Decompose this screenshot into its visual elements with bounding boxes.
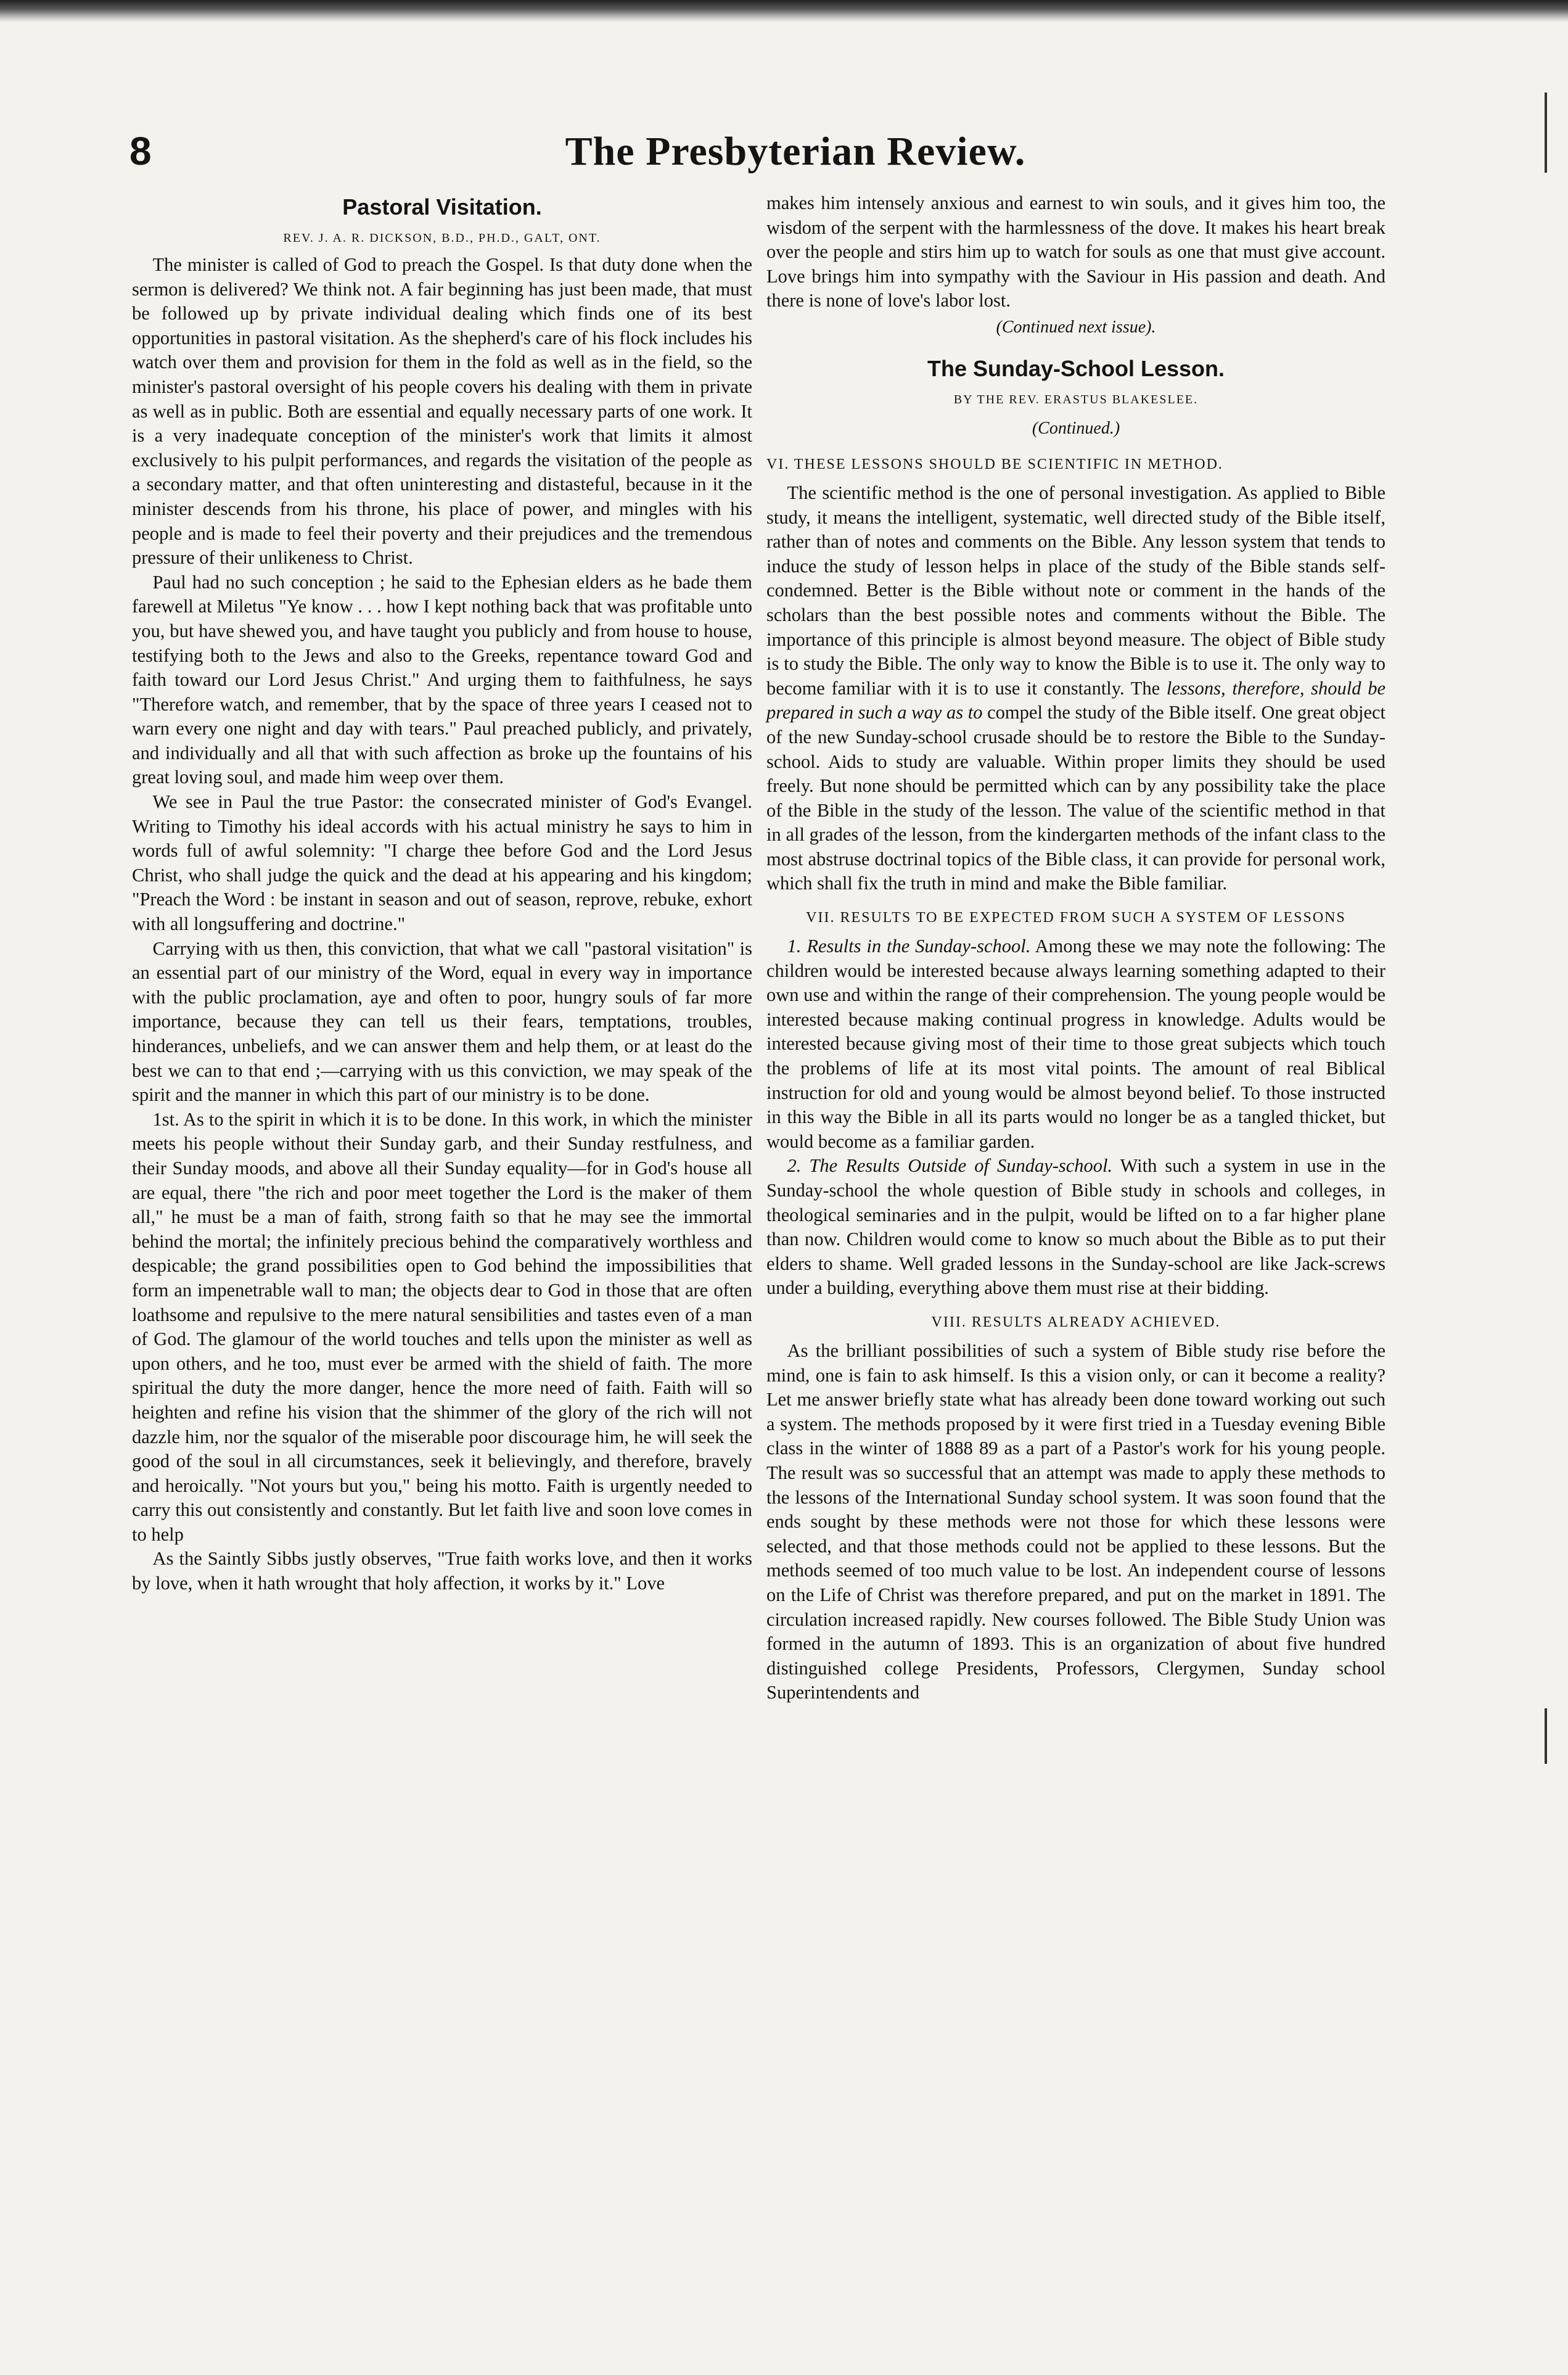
article-byline: BY THE REV. ERASTUS BLAKESLEE.	[953, 392, 1199, 406]
subsection-label: 2. The Results Outside of Sunday-school.	[787, 1155, 1113, 1177]
article-continuation: makes him intensely anxious and earnest to win souls, and it gives him too, the wisdom of the serpent with the harmlessness of the dove. It makes his heart break over the people and stirs him up to watch for souls as one that must give account. Love brings him into sympathy with the Saviour in His passion and death. And there is none of love's labor lost.	[766, 192, 1385, 311]
subsection-label: 1. Results in the Sunday-school.	[787, 936, 1031, 957]
right-column	[766, 191, 1385, 1705]
article-byline: REV. J. A. R. DICKSON, B.D., PH.D., GALT, ONT.	[283, 231, 601, 245]
article-paragraph: As the Saintly Sibbs justly observes, "True faith works love, and then it works by love, when it hath wrought that holy affection, it works by it." Love	[132, 1548, 752, 1594]
section-text: compel the study of the Bible itself. One great object of the new Sunday-school crusade should be to restore the Bible to the Sunday-school. Aids to study are valuable. Within proper limits they should be used freely. But none should be permitted which can by any possibility take the place of the Bible in the study of the lesson. The value of the scientific method in that in all grades of the lesson, from the kindergarten methods of the infant class to the most abstruse doctrinal topics of the Bible class, it can provide for personal work, which shall fix the truth in mind and make the Bible familiar.	[766, 702, 1386, 894]
section-paragraph	[766, 1154, 1385, 1301]
continued-note: (Continued.)	[1032, 418, 1120, 438]
scan-edge-mark	[1545, 1708, 1547, 1764]
article-paragraph: The minister is called of God to preach the Gospel. Is that duty done when the sermon is delivered? We think not. A fair beginning has just been made, that must be followed up by private individual dealing which finds one of its best opportunities in pastoral visitation. As the shepherd's care of his flock includes his watch over them and provision for them in the fold as well as in the field, so the minister's pastoral oversight of his people covers his dealing with them in private as well as in public. Both are essential and equally necessary parts of one work. It is a very inadequate conception of the minister's work that limits it almost exclusively to his pulpit performances, and regards the visitation of the people as a secondary matter, and that often uninteresting and distasteful, because in it the minister descends from his throne, his place of power, and mingles with his people and is made to feel their poverty and their prejudices and the tremendous pressure of their unlikeness to Christ.	[132, 254, 752, 569]
article-paragraph: 1st. As to the spirit in which it is to be done. In this work, in which the minister meets his people without their Sunday garb, and their Sunday restfulness, and their Sunday moods, and above all their Sunday equality—for in God's house all are equal, there "the rich and poor meet together the Lord is the maker of them all," he must be a man of faith, strong faith so that he may see the immortal behind the mortal; the infinitely precious behind the comparatively worthless and despicable; the grand possibilities open to God behind the impossibilities that form an impenetrable wall to man; the objects dear to God in those that are often loathsome and repulsive to the mere natural sensibilities and tastes even of a man of God. The glamour of the world touches and tells upon the minister as well as upon others, and he too, must ever be armed with the shield of faith. The more spiritual the duty the more danger, hence the more need of faith. Faith will so heighten and refine his vision that the shimmer of the glory of the rich will not dazzle him, nor the squalor of the miserable poor discourage him, he will seek the good of the soul in all circumstances, seek it believingly, and therefore, bravely and heroically. "Not yours but you," being his motto. Faith is urgently needed to carry this out consistently and constantly. But let faith live and soon love comes in to help	[132, 1108, 752, 1545]
section-paragraph	[766, 481, 1385, 896]
section-heading: VIII. RESULTS ALREADY ACHIEVED.	[931, 1314, 1221, 1330]
article-title-pastoral-visitation: Pastoral Visitation.	[342, 194, 542, 220]
article-paragraph: Paul had no such conception ; he said to the Ephesian elders as he bade them farewell at Miletus "Ye know . . . how I kept nothing back that was profitable unto you, but have shewed you, and have taught you publicly and from house to house, testifying both to the Jews and also to the Greeks, repentance toward God and faith toward our Lord Jesus Christ." And urging them to faithfulness, he says "Therefore watch, and remember, that by the space of three years I ceased not to warn every one night and day with tears." Paul preached publicly, and privately, and individually and all that with such affection as broke up the fountains of his great loving soul, and made him weep over them.	[132, 571, 752, 788]
section-paragraph	[766, 934, 1385, 1154]
section-text: Among these we may note the following: The children would be interested because always learning something adapted to their own use and within the range of their comprehension. The young people would be interested because making continual progress in knowledge. Adults would be interested because giving most of their time to those great subjects which touch the problems of life at its most vital points. The amount of real Biblical instruction for old and young would be almost beyond belief. To those instructed in this way the Bible in all its parts would no longer be as a tangled thicket, but would become as a familiar garden.	[766, 936, 1386, 1152]
section-emphasis: lessons, therefore, should be prepared in such a way as to	[766, 677, 1385, 723]
section-heading: VII. RESULTS TO BE EXPECTED FROM SUCH A SYSTEM OF LESSONS	[806, 910, 1346, 926]
page-number: 8	[129, 129, 152, 173]
section-text: The scientific method is the one of personal investigation. As applied to Bible study, it means the intelligent, systematic, well directed study of the Bible itself, rather than of notes and comments on the Bible. Any lesson system that tends to induce the study of lesson helps in place of the study of the Bible stands self-condemned. Better is the Bible without note or comment in the hands of the scholars than the best possible notes and comments without the Bible. The importance of this principle is almost beyond measure. The object of Bible study is to study the Bible. The only way to know the Bible is to use it. The only way to become familiar with it is to use it constantly. The	[766, 482, 1385, 699]
left-column	[132, 191, 752, 1596]
article-title-sunday-school-lesson: The Sunday-School Lesson.	[927, 355, 1225, 381]
scan-top-edge	[0, 0, 1568, 22]
publication-title: The Presbyterian Review.	[565, 129, 1026, 174]
section-paragraph: As the brilliant possibilities of such a system of Bible study rise before the mind, one is fain to ask himself. Is this a vision only, or can it become a reality? Let me answer briefly state what has already been done toward working out such a system. The methods proposed by it were first tried in a Tuesday evening Bible class in the winter of 1888 89 as a part of a Pastor's work for his young people. The result was so successful that an attempt was made to apply these methods to the lessons of the International Sunday school system. It was soon found that the ends sought by these methods were not those for which these lessons were selected, and that those methods could not be applied to these lessons. But the methods seemed of too much value to be lost. An independent course of lessons on the Life of Christ was therefore prepared, and put on the market in 1891. The circulation increased rapidly. New courses followed. The Bible Study Union was formed in the autumn of 1893. This is an organization of about five hundred distinguished college Presidents, Professors, Clergymen, Sunday school Superintendents and	[766, 1340, 1385, 1703]
scan-edge-mark	[1545, 93, 1547, 173]
article-paragraph: We see in Paul the true Pastor: the consecrated minister of God's Evangel. Writing to Timothy his ideal accords with his actual ministry he says to him in words full of awful solemnity: "I charge thee before God and the Lord Jesus Christ, who shall judge the quick and the dead at his appearing and his kingdom; "Preach the Word : be instant in season and out of season, reprove, rebuke, exhort with all longsuffering and doctrine."	[132, 791, 752, 935]
section-heading: VI. THESE LESSONS SHOULD BE SCIENTIFIC IN METHOD.	[766, 456, 1223, 472]
continued-next-issue-note: (Continued next issue).	[996, 317, 1156, 337]
article-paragraph: Carrying with us then, this conviction, that what we call "pastoral visitation" is an essential part of our ministry of the Word, equal in every way in importance with the public proclamation, aye and often to poor, hungry souls of far more importance, because they can tell us their fears, temptations, troubles, hinderances, unbeliefs, and we can answer them and help them, or at least do the best we can to that end ;—carrying with us this conviction, we may speak of the spirit and the manner in which this part of our ministry is to be done.	[132, 937, 752, 1106]
section-text: With such a system in use in the Sunday-school the whole question of Bible study in schools and colleges, in theological seminaries and in the pulpit, would be lifted on to a far higher plane than now. Children would come to know so much about the Bible as to put their elders to shame. Well graded lessons in the Sunday-school are like Jack-screws under a building, everything above them must rise at their bidding.	[766, 1155, 1385, 1299]
